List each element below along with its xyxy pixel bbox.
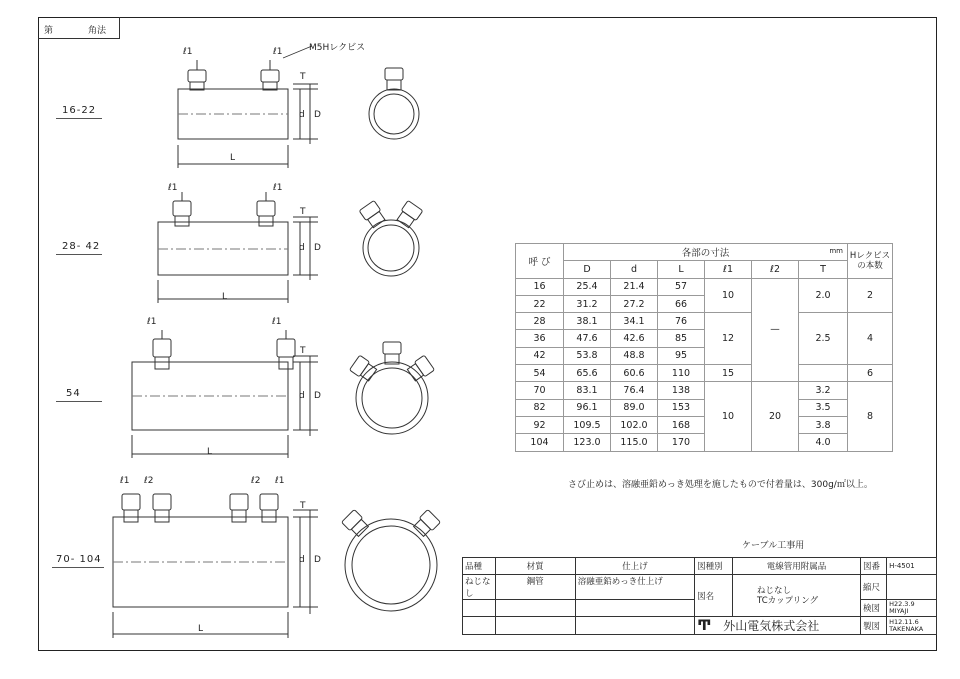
- cell-screw-count: 2: [848, 278, 893, 313]
- cell-L: 110: [658, 365, 705, 382]
- value-seizu: [887, 617, 937, 635]
- dim-l1: ℓ1: [275, 476, 285, 486]
- table-row: [516, 399, 893, 416]
- cell-L: 170: [658, 434, 705, 451]
- cell-L: 85: [658, 330, 705, 347]
- dim-L: L: [207, 447, 213, 457]
- dim-L: L: [230, 153, 236, 163]
- cell-size: 28: [516, 313, 564, 330]
- company-name: 外山電気株式会社: [723, 619, 820, 633]
- value-hinshu: ねじなし: [463, 575, 496, 600]
- screw-icon: [122, 494, 140, 522]
- screw-icon: [230, 494, 248, 522]
- company-logo: Ͳ: [697, 618, 712, 634]
- cell-size: 92: [516, 416, 564, 433]
- value-kenzu: [887, 600, 937, 617]
- dim-d: d: [299, 555, 305, 565]
- end-view-54: [349, 342, 434, 434]
- dim-l1: ℓ1: [120, 476, 130, 486]
- screw-icon: [188, 60, 206, 90]
- dim-T: T: [300, 72, 306, 82]
- side-view-16-22: [178, 46, 318, 168]
- category-label: ケーブル工事用: [742, 541, 805, 551]
- cell-D: 65.6: [564, 365, 611, 382]
- value-zumei-2: TCカップリング: [757, 595, 819, 606]
- value-zuban: H-4501: [887, 558, 937, 575]
- dim-d: d: [299, 243, 305, 253]
- screw-icon: [277, 330, 295, 369]
- blank-cell: [575, 617, 694, 635]
- label-seizu: 製図: [861, 617, 887, 635]
- cell-L: 95: [658, 347, 705, 364]
- cell-d: 27.2: [611, 295, 658, 312]
- cell-L: 76: [658, 313, 705, 330]
- label-kenzu: 検図: [861, 600, 887, 617]
- label-shukusha: 縮尺: [861, 575, 887, 600]
- dim-l1: ℓ1: [273, 47, 283, 57]
- cell-d: 42.6: [611, 330, 658, 347]
- value-zumei-1: ねじなし: [757, 585, 792, 596]
- cell-size: 54: [516, 365, 564, 382]
- blank-cell: [463, 600, 496, 617]
- label-hinshu: 品種: [463, 558, 496, 575]
- screw-icon: [260, 494, 278, 522]
- cell-size: 104: [516, 434, 564, 451]
- cell-T: 3.5: [799, 399, 848, 416]
- cell-size: 36: [516, 330, 564, 347]
- cell-d: 115.0: [611, 434, 658, 451]
- side-view-70-104: [113, 494, 318, 638]
- screw-icon: [412, 509, 440, 537]
- dim-l1: ℓ1: [168, 183, 178, 193]
- dim-D: D: [314, 243, 321, 253]
- cell-l1: 10: [705, 382, 752, 451]
- cell-screw-count: 4: [848, 313, 893, 365]
- dim-T: T: [300, 346, 306, 356]
- size-label-70-104: 70- 104: [56, 554, 102, 565]
- dim-L: L: [222, 292, 228, 302]
- cell-D: 109.5: [564, 416, 611, 433]
- dim-d: d: [299, 110, 305, 120]
- value-shukusha: [887, 575, 937, 600]
- blank-cell: [495, 600, 575, 617]
- col-header-l2: ℓ2: [752, 261, 799, 278]
- blank-cell: [575, 600, 694, 617]
- cell-d: 48.8: [611, 347, 658, 364]
- blank-cell: [495, 617, 575, 635]
- cell-T: 3.2: [799, 382, 848, 399]
- col-header-l1: ℓ1: [705, 261, 752, 278]
- cell-d: 34.1: [611, 313, 658, 330]
- table-row: [516, 434, 893, 451]
- group-header: [564, 244, 848, 261]
- table-row: [516, 313, 893, 330]
- screw-icon: [349, 355, 377, 382]
- cell-T: 2.5: [799, 313, 848, 365]
- cell-D: 25.4: [564, 278, 611, 295]
- size-label-28-42: 28- 42: [62, 241, 101, 252]
- cell-D: 31.2: [564, 295, 611, 312]
- screw-icon: [395, 200, 422, 228]
- screw-icon: [257, 192, 275, 226]
- screw-icon: [406, 355, 434, 382]
- cell-l1: 15: [705, 365, 752, 382]
- cell-L: 57: [658, 278, 705, 295]
- dimension-table: [515, 243, 893, 452]
- value-zumenshu: 電線管用附属品: [733, 558, 861, 575]
- projection-label-right: 角法: [88, 26, 107, 36]
- label-zumenshu: 図種別: [695, 558, 733, 575]
- label-shiage: 仕上げ: [575, 558, 694, 575]
- dim-l1: ℓ1: [183, 47, 193, 57]
- col-header-nominal: 呼 び: [516, 244, 564, 279]
- end-view-16-22: [369, 68, 419, 139]
- screw-icon: [385, 68, 403, 90]
- end-view-70-104: [341, 509, 440, 611]
- value-zumei: [733, 575, 861, 617]
- cell-L: 138: [658, 382, 705, 399]
- screw-icon: [153, 330, 171, 369]
- cell-D: 96.1: [564, 399, 611, 416]
- col-header-T: T: [799, 261, 848, 278]
- screw-icon: [153, 494, 171, 522]
- cell-L: 153: [658, 399, 705, 416]
- screw-icon: [383, 342, 401, 364]
- company-cell: [695, 617, 861, 635]
- value-seizu-date: H12.11.6: [889, 617, 919, 626]
- cell-d: 76.4: [611, 382, 658, 399]
- projection-label-left: 第: [44, 26, 54, 36]
- label-zuban: 図番: [861, 558, 887, 575]
- cell-size: 42: [516, 347, 564, 364]
- value-kenzu-name: MIYAJI: [889, 607, 909, 615]
- col-header-D: D: [564, 261, 611, 278]
- dim-d: d: [299, 391, 305, 401]
- label-zumei: 図名: [695, 575, 733, 617]
- cell-D: 123.0: [564, 434, 611, 451]
- group-header-label: 各部の寸法: [681, 248, 730, 260]
- dim-D: D: [314, 391, 321, 401]
- cell-screw-count: 6: [848, 365, 893, 382]
- table-row: [516, 365, 893, 382]
- cell-D: 47.6: [564, 330, 611, 347]
- value-kenzu-date: H22.3.9: [889, 600, 915, 608]
- cell-d: 21.4: [611, 278, 658, 295]
- surface-note: さび止めは、溶融亜鉛めっき処理を施したもので付着量は、300g/㎡以上。: [568, 480, 873, 490]
- dim-D: D: [314, 110, 321, 120]
- title-block: [462, 557, 937, 635]
- cell-T: 3.8: [799, 416, 848, 433]
- end-view-28-42: [359, 200, 423, 276]
- table-row: [516, 416, 893, 433]
- unit-label: mm: [829, 247, 843, 255]
- blank-cell: [463, 617, 496, 635]
- size-label-54: 54: [66, 388, 81, 399]
- cell-D: 83.1: [564, 382, 611, 399]
- screw-callout: M5Hレクビス: [309, 43, 366, 53]
- side-view-28-42: [158, 192, 318, 303]
- dim-T: T: [300, 501, 306, 511]
- dim-l1: ℓ1: [147, 317, 157, 327]
- cell-screw-count: 8: [848, 382, 893, 451]
- cell-d: 60.6: [611, 365, 658, 382]
- dim-l1: ℓ1: [272, 317, 282, 327]
- dim-l2: ℓ2: [251, 476, 261, 486]
- dim-L: L: [198, 624, 204, 634]
- value-shiage: 溶融亜鉛めっき仕上げ: [575, 575, 694, 600]
- cell-l2: 20: [752, 382, 799, 451]
- cell-l1: 12: [705, 313, 752, 365]
- table-row: [516, 278, 893, 295]
- cell-size: 16: [516, 278, 564, 295]
- cell-size: 22: [516, 295, 564, 312]
- screw-icon: [341, 509, 369, 537]
- col-header-d: d: [611, 261, 658, 278]
- dim-l2: ℓ2: [144, 476, 154, 486]
- cell-d: 102.0: [611, 416, 658, 433]
- cell-size: 70: [516, 382, 564, 399]
- screw-icon: [173, 192, 191, 226]
- cell-l2: —: [752, 278, 799, 382]
- cell-T: 4.0: [799, 434, 848, 451]
- dim-l1: ℓ1: [273, 183, 283, 193]
- cell-L: 168: [658, 416, 705, 433]
- value-seizu-name: TAKENAKA: [889, 624, 924, 633]
- dim-T: T: [300, 207, 306, 217]
- side-view-54: [132, 330, 318, 458]
- table-row: [516, 382, 893, 399]
- cell-D: 38.1: [564, 313, 611, 330]
- cell-T-empty: [799, 365, 848, 382]
- cell-T: 2.0: [799, 278, 848, 313]
- label-zaishitsu: 材質: [495, 558, 575, 575]
- col-header-screw-count: Hレクビス の本数: [848, 244, 893, 279]
- cell-L: 66: [658, 295, 705, 312]
- value-zaishitsu: 鋼管: [495, 575, 575, 600]
- screw-icon: [359, 200, 386, 228]
- cell-l1: 10: [705, 278, 752, 313]
- col-header-L: L: [658, 261, 705, 278]
- cell-size: 82: [516, 399, 564, 416]
- cell-d: 89.0: [611, 399, 658, 416]
- screw-icon: [261, 60, 279, 90]
- size-label-16-22: 16-22: [62, 105, 97, 116]
- dim-D: D: [314, 555, 321, 565]
- cell-D: 53.8: [564, 347, 611, 364]
